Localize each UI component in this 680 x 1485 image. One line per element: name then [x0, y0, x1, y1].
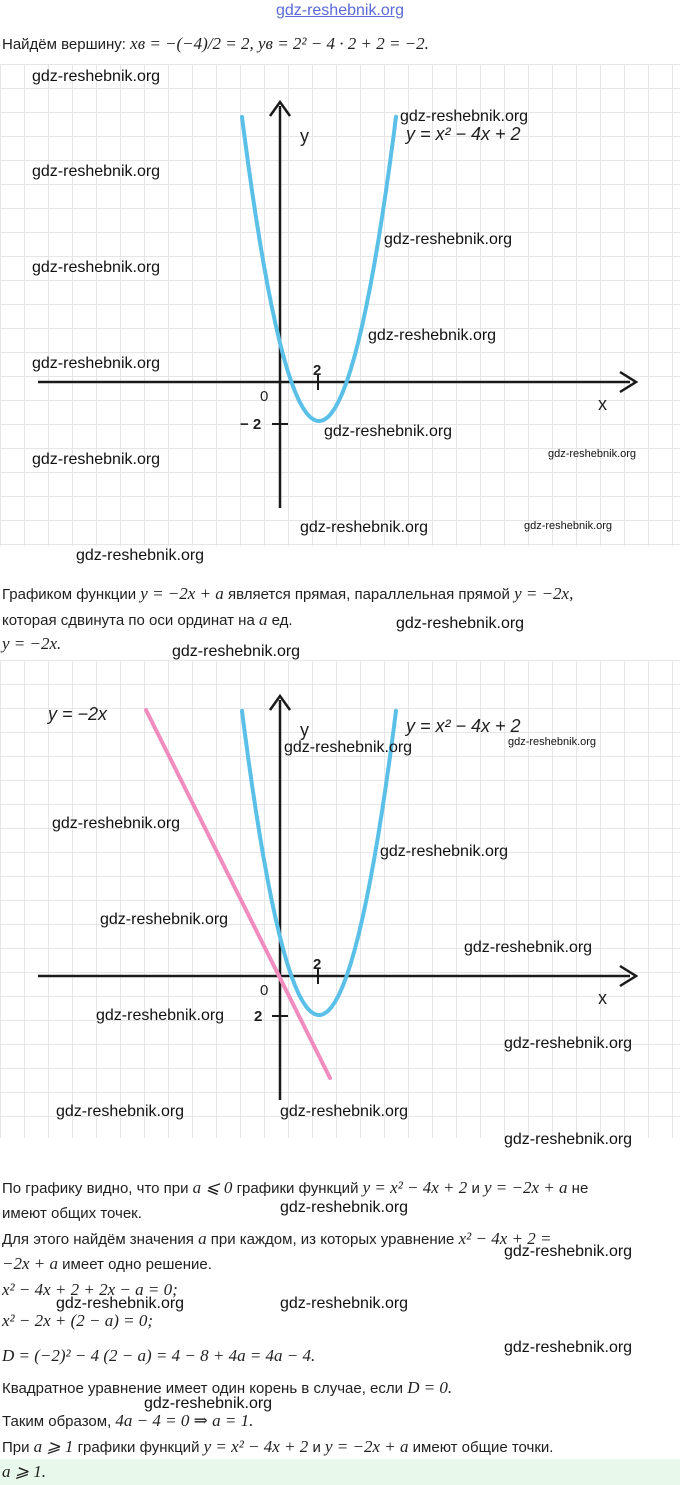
answer-text: a ⩾ 1.: [2, 1462, 46, 1481]
para-1-text-b: является прямая, параллельная прямой: [223, 586, 515, 603]
para-6: [2, 1437, 553, 1458]
para-3-text-a: Для этого найдём значения: [2, 1231, 199, 1248]
para-4-text: Квадратное уравнение имеет один корень в случае, если: [2, 1380, 408, 1397]
watermark: gdz-reshebnik.org: [504, 1035, 633, 1052]
watermark: gdz-reshebnik.org: [380, 843, 509, 860]
watermark: gdz-reshebnik.org: [280, 1103, 409, 1120]
para-1-text-c: которая сдвинута по оси ординат на: [2, 612, 259, 629]
para-1-line-1: [2, 584, 573, 605]
para-3-math-3: −2x + a: [2, 1254, 58, 1273]
para-3-line-2: [2, 1254, 212, 1275]
x-axis-label: x: [598, 988, 607, 1008]
watermark: gdz-reshebnik.org: [384, 231, 513, 248]
watermark: gdz-reshebnik.org: [32, 451, 161, 468]
watermark: gdz-reshebnik.org: [76, 547, 205, 564]
origin-label: 0: [260, 982, 269, 999]
line-label: y = −2x: [48, 704, 108, 724]
watermark: gdz-reshebnik.org: [144, 1395, 273, 1412]
watermark: gdz-reshebnik.org: [280, 1199, 409, 1216]
watermark: gdz-reshebnik.org: [504, 1243, 633, 1260]
vertex-formula: xв = −(−4)/2 = 2, yв = 2² − 4 · 2 + 2 = −2.: [130, 34, 429, 53]
graph-2-svg: [0, 660, 680, 1138]
para-2-math-1: a ⩽ 0: [192, 1178, 233, 1197]
para-3-math-2: x² − 4x + 2 =: [458, 1229, 552, 1248]
tick-y-label: − 2: [240, 416, 262, 433]
graph-1-svg: [0, 64, 680, 546]
watermark: gdz-reshebnik.org: [396, 615, 525, 632]
answer-box: [0, 1459, 680, 1485]
para-1-math-4: y = −2x.: [2, 634, 62, 653]
watermark: gdz-reshebnik.org: [504, 1131, 633, 1148]
y-axis-label: y: [300, 720, 309, 740]
para-6-text-c: и: [308, 1439, 325, 1456]
equation-1: x² − 4x + 2 + 2x − a = 0;: [2, 1280, 178, 1299]
para-2-line-2: [2, 1204, 142, 1224]
watermark: gdz-reshebnik.org: [172, 643, 301, 660]
watermark: gdz-reshebnik.org: [52, 815, 181, 832]
para-3-line-1: [2, 1229, 551, 1250]
para-3-text-b: при каждом, из которых уравнение: [206, 1231, 459, 1248]
para-5: [2, 1411, 253, 1432]
parabola-label: y = x² − 4x + 2: [406, 124, 521, 144]
watermark: gdz-reshebnik.org: [524, 520, 613, 532]
watermark: gdz-reshebnik.org: [400, 108, 529, 125]
para-1-text-d: ед.: [267, 612, 293, 629]
tick-x-label: 2: [313, 956, 322, 973]
watermark: gdz-reshebnik.org: [284, 739, 413, 756]
watermark: gdz-reshebnik.org: [300, 519, 429, 536]
watermark: gdz-reshebnik.org: [504, 1339, 633, 1356]
equation-3: D = (−2)² − 4 (2 − a) = 4 − 8 + 4a = 4a − 4.: [2, 1346, 316, 1365]
para-6-text-b: графики функций: [73, 1439, 204, 1456]
y-axis-label: y: [300, 126, 309, 146]
watermark: gdz-reshebnik.org: [548, 448, 637, 460]
vertex-label: Найдём вершину:: [2, 36, 131, 53]
x-axis-label: x: [598, 394, 607, 414]
para-6-text-a: При: [2, 1439, 34, 1456]
para-6-math-3: y = −2x + a: [325, 1437, 409, 1456]
para-3-text-c: имеет одно решение.: [58, 1256, 212, 1273]
para-2-math-3: y = −2x + a: [484, 1178, 568, 1197]
graph-1: [0, 64, 680, 546]
watermark: gdz-reshebnik.org: [100, 911, 229, 928]
para-2-text-d: не: [567, 1180, 589, 1197]
para-3-math-1: a: [198, 1229, 207, 1248]
watermark: gdz-reshebnik.org: [56, 1103, 185, 1120]
para-2-math-2: y = x² − 4x + 2: [362, 1178, 468, 1197]
para-6-math-1: a ⩾ 1: [33, 1437, 74, 1456]
para-2-text-a: По графику видно, что при: [2, 1180, 193, 1197]
para-1-math-1: y = −2x + a: [140, 584, 224, 603]
para-2-text-b: графики функций: [232, 1180, 363, 1197]
para-1-math-2: y = −2x,: [514, 584, 574, 603]
tick-x-label: 2: [313, 362, 322, 379]
para-1-math-3: a: [258, 610, 268, 629]
watermark: gdz-reshebnik.org: [368, 327, 497, 344]
para-2-text-c: и: [467, 1180, 484, 1197]
watermark: gdz-reshebnik.org: [324, 423, 453, 440]
equation-2: x² − 2x + (2 − a) = 0;: [2, 1311, 154, 1330]
para-6-math-2: y = x² − 4x + 2: [203, 1437, 309, 1456]
watermark: gdz-reshebnik.org: [32, 355, 161, 372]
para-4-math: D = 0.: [407, 1378, 453, 1397]
para-1-line-3: [2, 634, 61, 655]
para-6-text-d: имеют общие точки.: [408, 1439, 554, 1456]
para-5-math: 4a − 4 = 0 ⇒ a = 1.: [115, 1411, 254, 1430]
site-link[interactable]: gdz-reshebnik.org: [275, 2, 405, 19]
graph-2: [0, 660, 680, 1138]
watermark: gdz-reshebnik.org: [32, 163, 161, 180]
para-2-line-1: [2, 1178, 588, 1199]
watermark: gdz-reshebnik.org: [508, 736, 597, 748]
watermark: gdz-reshebnik.org: [32, 259, 161, 276]
watermark: gdz-reshebnik.org: [56, 1295, 185, 1312]
watermark: gdz-reshebnik.org: [32, 68, 161, 85]
para-1-text-a: Графиком функции: [2, 586, 141, 603]
para-1-line-2: [2, 610, 293, 631]
parabola-label: y = x² − 4x + 2: [406, 716, 521, 736]
tick-y-label: 2: [254, 1008, 263, 1025]
vertex-line: [2, 34, 429, 55]
watermark: gdz-reshebnik.org: [280, 1295, 409, 1312]
para-5-text: Таким образом,: [2, 1413, 116, 1430]
watermark: gdz-reshebnik.org: [96, 1007, 225, 1024]
origin-label: 0: [260, 388, 269, 405]
watermark: gdz-reshebnik.org: [464, 939, 593, 956]
para-2-text-e: имеют общих точек.: [2, 1205, 142, 1222]
